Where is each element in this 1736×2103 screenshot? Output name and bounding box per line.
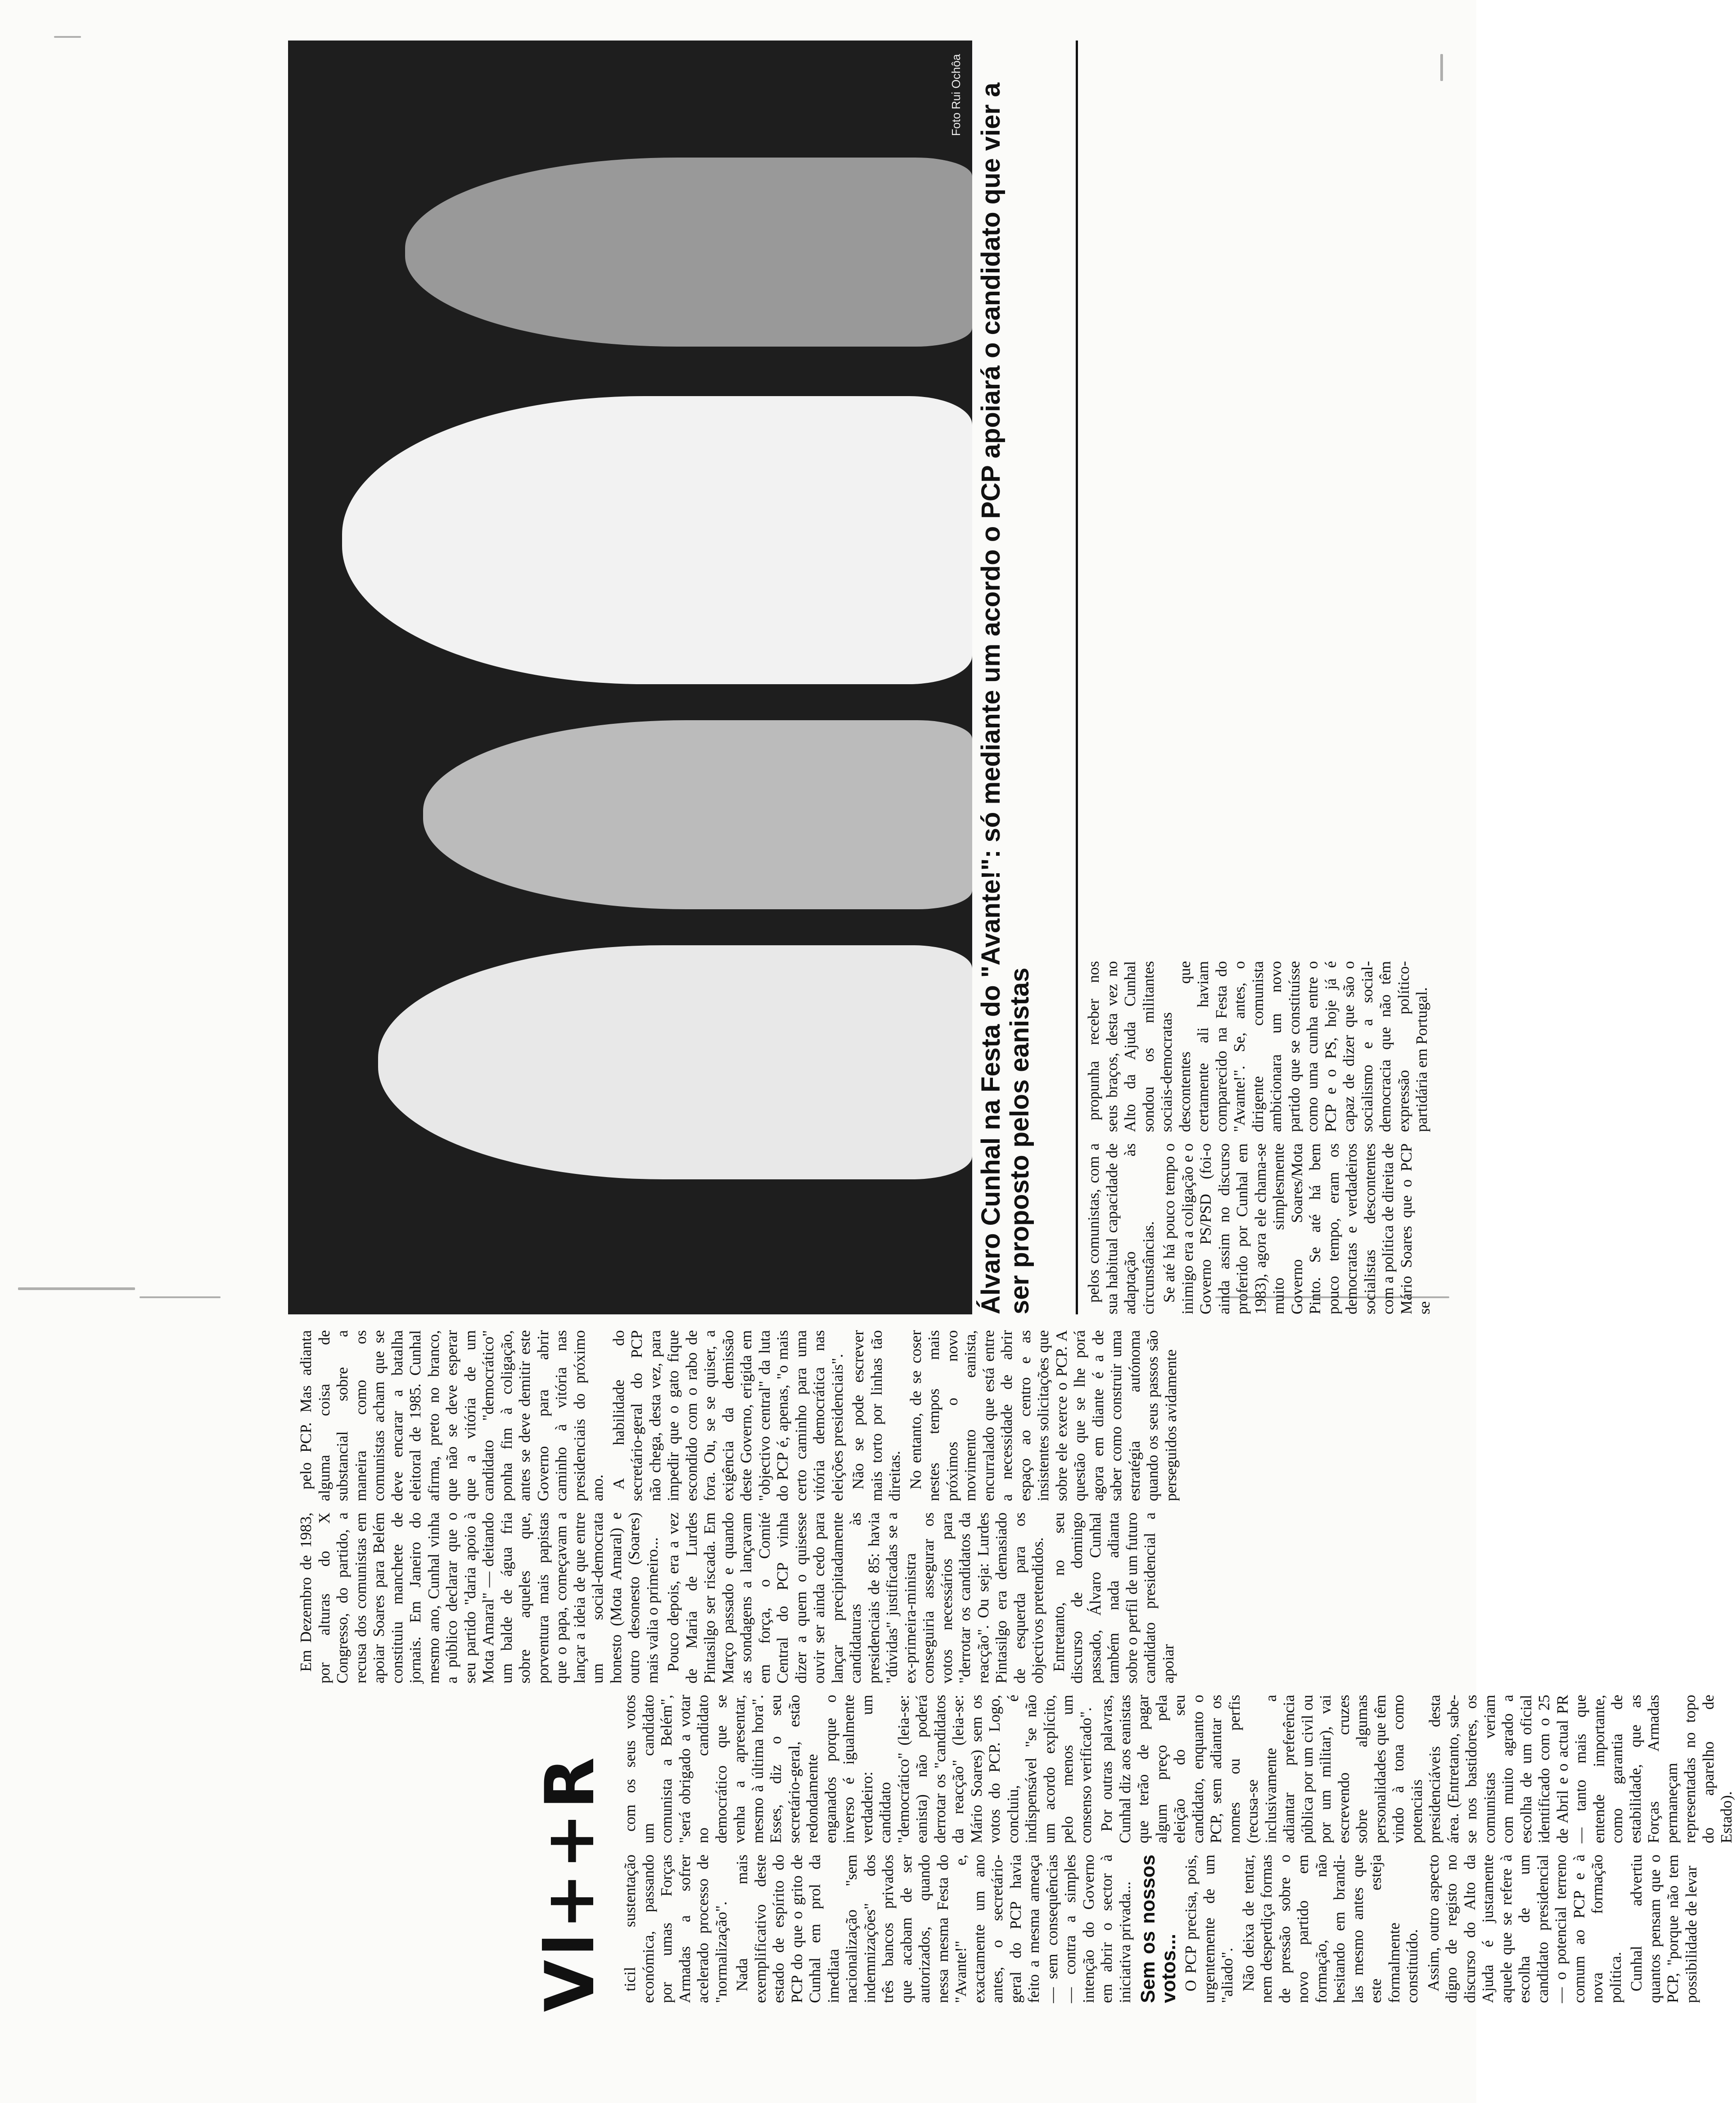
article-column-1 [621, 1855, 1700, 2003]
photo-figure [378, 945, 972, 1179]
photo-caption: Álvaro Cunhal na Festa do "Avante!": só mediante um acordo o PCP apoiará o candidato que vier a ser proposto pelos eanistas [976, 82, 1034, 1314]
paragraph: Não se pode escrever mais torto por linhas tão direitas. [849, 1330, 903, 1501]
paragraph: ticil sustentação económica, passando por umas Forças Armadas a sofrer acelerado processo de "normalização". [621, 1855, 730, 2003]
paragraph: pelo PCP. Mas adianta alguma coisa de substancial sobre a maneira como os comunistas acham que se deve encarar a batalha eleitoral de 1985. Cunhal afirma, preto no branco, que não se deve esperar que a vitória de um candidato "democrático" ponha fim à coligação, antes se deve demitir este Governo para abrir caminho à vitória nas presidenciais do próximo ano. [297, 1330, 606, 1501]
paragraph: propunha receber nos seus braços, desta vez no Alto da Ajuda Cunhal sondou os militantes sociais-democratas descontentes que certamente ali haviam comparecido na Festa do "Avante!". Se, antes, o dirigente comunista ambicionara um novo partido que se constituísse como uma cunha entre o PCP e o PS, hoje já é capaz de dizer que são o socialismo e a social-democracia que não têm expressão político-partidária em Portugal. [1085, 961, 1430, 1132]
article-column-4 [297, 1330, 1296, 1501]
newspaper-clipping [279, 27, 1735, 2017]
photo-credit: Foto Rui Ochôa [949, 54, 963, 136]
paragraph: Nada mais exemplificativo deste estado de espírito do PCP do que o grito de Cunhal em prol da imediata nacionalização "sem indemnizações" dos três bancos privados que acabam de ser autorizados, quando nessa mesma Festa do "Avante!" e, exactamente um ano antes, o secretário-geral do PCP havia feito a mesma ameaça — sem consequências — contra a simples intenção do Governo em abrir o sector à iniciativa privada... [733, 1855, 1134, 2003]
photo-figure [342, 396, 972, 684]
paragraph: com os seus votos um candidato comunista a Belém", "será obrigado a votar no candidato democrático que se venha a apresentar, mesmo à última hora". Esses, diz o seu secretário-geral, estão redondamente enganados porque o inverso é igualmente verdadeiro: um candidato "democrático" (leia-se: eanista) não poderá derrotar os "candidatos da reacção" (leia-se: Mário Soares) sem os votos do PCP. Logo, concluiu, é indispensável "se não um acordo explícito, pelo menos um consenso verificado". [621, 1695, 1095, 1843]
scan-noise [1440, 54, 1443, 81]
scan-noise [18, 1287, 135, 1290]
article-column-5 [1085, 1143, 1433, 1314]
paragraph: Cunhal advertiu quantos pensam que o PCP, "porque não tem possibilidade de levar [1628, 1855, 1700, 2003]
scan-noise [140, 1296, 221, 1298]
scan-noise [54, 36, 81, 38]
paragraph: Se até há pouco tempo o inimigo era a coligação e o Governo PS/PSD (foi-o ainda assim no discurso proferido por Cunhal em 1983), agora ele chama-se muito simplesmente Governo Soares/Mota Pinto. Se até há bem pouco tempo, eram os democratas e verdadeiros socialistas descontentes com a política de direita de Mário Soares que o PCP se [1160, 1143, 1433, 1314]
paragraph: Por outras palavras, Cunhal diz aos eanistas que terão de pagar algum preço pela eleição do seu candidato, enquanto o PCP, sem adiantar os nomes ou perfis (recusa-se inclusivamente a adiantar preferência pública por um civil ou por um militar), vai escrevendo cruzes sobre algumas personalidades que têm vindo à tona como potenciais presidenciáveis desta área. (Entretanto, sabe-se nos bastidores, os comunistas veriam com muito agrado a escolha de um oficial identificado com o 25 de Abril e o actual PR — tanto mais que entende importante, como garantia de estabilidade, que as Forças Armadas permaneçam representadas no topo do aparelho de Estado). [1098, 1695, 1735, 1843]
paragraph: O PCP precisa, pois, urgentemente de um "aliado". [1182, 1855, 1236, 2003]
paragraph: Pouco depois, era a vez de Maria de Lurdes Pintasilgo ser riscada. Em Março passado e quando as sondagens a lançavam em força, o Comité Central do PCP vinha dizer a quem o quisesse ouvir ser ainda cedo para lançar precipitadamente candidaturas às presidenciais de 85: havia "dúvidas" justificadas se a ex-primeira-ministra conseguiria assegurar os votos necessários para "derrotar os candidatos da reacção". Ou seja: Lurdes Pintasilgo era demasiado de esquerda para os objectivos pretendidos. [664, 1512, 1046, 1683]
subheading: Sem os nossos votos... [1137, 1855, 1180, 2003]
paragraph: Assim, outro aspecto digno de registo no discurso do Alto da Ajuda é justamente aquele que se refere à escolha de um candidato presidencial — o potencial terreno comum ao PCP e à nova formação política. [1424, 1855, 1624, 2003]
paragraph: Não deixa de tentar, nem desperdiça formas de pressão sobre o novo partido em formação, não hesitando em brandi-las mesmo antes que este esteja formalmente constituído. [1239, 1855, 1421, 2003]
photo-figure [423, 720, 972, 909]
photo-alvaro-cunhal [288, 41, 972, 1314]
handwritten-signature: Vl++R [531, 1753, 609, 2012]
paragraph: No entanto, de se coser nestes tempos mais próximos o novo movimento eanista, encurralado que está entre a necessidade de abrir espaço ao centro e as insistentes solicitações que sobre ele exerce o PCP. A questão que se lhe porá agora em diante é a de saber como construir uma estratégia autónoma quando os seus passos são perseguidos avidamente [906, 1330, 1180, 1501]
paragraph: Entretanto, no seu discurso de domingo passado, Álvaro Cunhal também nada adianta sobre o perfil de um futuro candidato presidencial a apoiar [1050, 1512, 1177, 1683]
paragraph: pelos comunistas, com a sua habitual capacidade de adaptação às circunstâncias. [1085, 1143, 1157, 1314]
photo-figure [405, 158, 972, 347]
article-column-3 [297, 1512, 1296, 1683]
caption-rule [1076, 41, 1078, 1314]
article-column-6 [1085, 961, 1430, 1132]
paragraph: A habilidade do secretário-geral do PCP não chega, desta vez, para impedir que o gato fique escondido com o rabo de fora. Ou, se se quiser, a exigência da demissão deste Governo, erigida em "objectivo central" da luta do PCP é, apenas, "o mais certo caminho para uma vitória democrática nas eleições presidenciais". [609, 1330, 846, 1501]
paragraph: Em Dezembro de 1983, por alturas do X Congresso, do partido, a recusa dos comunistas em apoiar Soares para Belém constituiu manchete de jornais. Em Janeiro do mesmo ano, Cunhal vinha a público declarar que o seu partido "daria apoio à Mota Amaral" — deitando um balde de água fria sobre aqueles que, porventura mais papistas que o papa, começavam a lançar a ideia de que entre um social-democrata honesto (Mota Amaral) e outro desonesto (Soares) mais valia o primeiro... [297, 1512, 661, 1683]
article-column-2 [621, 1695, 1735, 1843]
